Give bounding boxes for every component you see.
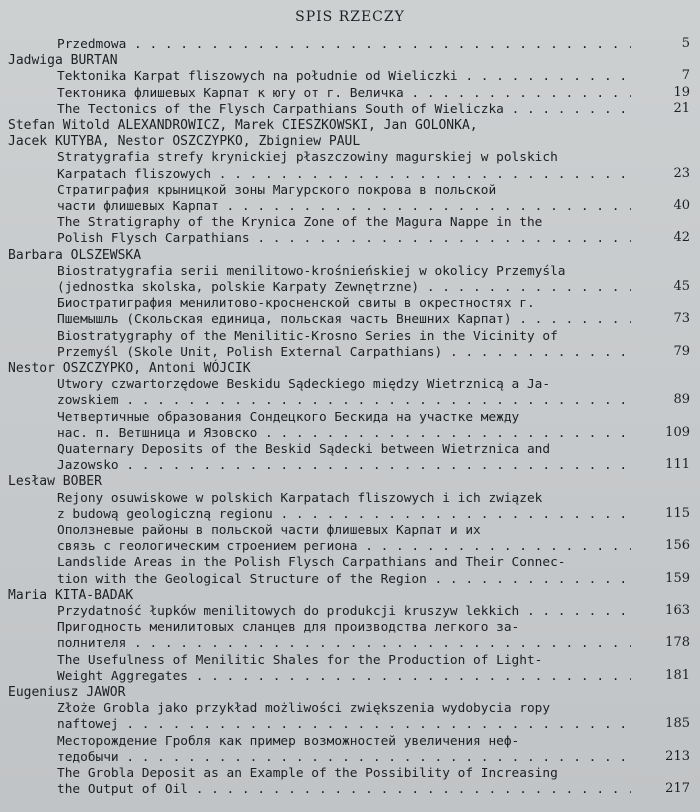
toc-entry-title: Polish Flysch Carpathians . . . <box>57 230 631 248</box>
toc-entry-title: tion with the Geological Structure of the Region . . . <box>57 571 631 589</box>
toc-entry-title: Karpatach fliszowych . . . <box>57 166 631 184</box>
toc-page-number: 40 <box>673 198 690 213</box>
toc-page-number: 73 <box>673 311 690 327</box>
toc-entry-title: Biostratygrafia serii menilitowo-krośnieńskiej w okolicy Przemyśla <box>57 263 566 279</box>
toc-author-name: Jadwiga BURTAN <box>8 53 118 69</box>
toc-entry-title: Стратиграфия крыницкой зоны Магурского покрова в польской <box>57 182 497 198</box>
toc-page-number: 23 <box>673 165 690 181</box>
toc-page-number: 181 <box>665 667 690 683</box>
toc-entry-title: Tektonika Karpat fliszowych na południe od Wieliczki . . . <box>57 68 631 86</box>
toc-entry-title: zowskiem . . . <box>57 392 631 410</box>
toc-entry-title: Biostratygraphy of the Menilitic-Krosno Series in the Vicinity of <box>57 328 558 344</box>
toc-author-name: Lesław BOBER <box>8 474 102 490</box>
toc-entry-title: naftowej . . . <box>57 716 631 734</box>
toc-page-number: 178 <box>665 635 690 651</box>
toc-entry-title: The Usefulness of Menilitic Shales for the Production of Light- <box>57 652 543 668</box>
toc-entry-title: Przydatność łupków menilitowych do produkcji kruszyw lekkich . . . <box>57 603 631 621</box>
toc-page-number: 217 <box>665 781 690 797</box>
toc-page-number: 115 <box>665 505 690 521</box>
toc-entry-title: связь с геологическим строением региона . . . <box>57 538 631 556</box>
toc-author-name: Stefan Witold ALEXANDROWICZ, Marek CIESZKOWSKI, Jan GOLONKA, <box>8 118 478 133</box>
toc-entry-title: (jednostka skolska, polskie Karpaty Zewnętrzne) . . . <box>57 279 631 297</box>
toc-author-name: Nestor OSZCZYPKO, Antoni WÓJCIK <box>8 361 251 376</box>
toc-entry-title: Landslide Areas in the Polish Flysch Carpathians and Their Connec- <box>57 555 566 571</box>
toc-author-name: Barbara OLSZEWSKA <box>8 247 142 263</box>
toc-entry <box>57 781 631 799</box>
toc-page-number: 109 <box>665 424 690 440</box>
toc-entry-title: Тектоника флишевых Карпат к югу от г. Величка . . . <box>57 85 631 103</box>
toc-entry <box>57 36 631 54</box>
toc-author-name: Maria KITA-BADAK <box>8 587 134 603</box>
toc-entry-title: Stratygrafia strefy krynickiej płaszczowiny magurskiej w polskich <box>57 150 558 166</box>
toc-entry <box>57 230 631 248</box>
toc-entry-title: Биостратиграфия менилитово-кросненской свиты в окрестностях г. <box>57 296 535 312</box>
toc-entry-title: тедобычи . . . <box>57 749 631 767</box>
toc-entry-title: Оползневые районы в польской части флишевых Карпат и их <box>57 523 481 538</box>
toc-entry-title: z budową geologiczną regionu . . . <box>57 506 631 524</box>
toc-entry <box>57 457 631 475</box>
toc-page-number: 159 <box>665 570 690 586</box>
toc-page-number: 45 <box>673 279 690 294</box>
toc-author-name: Eugeniusz JAWOR <box>8 685 126 700</box>
toc-page-number: 42 <box>673 230 690 246</box>
toc-page-number: 111 <box>665 457 690 473</box>
toc-entry <box>57 571 631 589</box>
page-title: SPIS RZECZY <box>295 9 405 25</box>
toc-page-number: 5 <box>681 36 690 51</box>
toc-page-number: 79 <box>673 343 690 359</box>
toc-page-number: 89 <box>673 392 690 408</box>
toc-page-number: 185 <box>665 716 690 732</box>
toc-entry-title: the Output of Oil . . . <box>57 781 631 799</box>
toc-page-number: 19 <box>673 84 690 100</box>
toc-entry-title: Weight Aggregates . . . <box>57 668 631 686</box>
toc-page-number: 21 <box>673 100 690 116</box>
toc-entry-title: Quaternary Deposits of the Beskid Sądecki between Wietrznica and <box>57 442 551 457</box>
toc-entry-title: Четвертичные образования Сондецкого Бескида на участке между <box>57 409 520 425</box>
toc-entry-title: полнителя . . . <box>57 635 631 653</box>
toc-entry-title: The Tectonics of the Flysch Carpathians South of Wieliczka . . . <box>57 101 631 119</box>
toc-entry-title: Пригодность менилитовых сланцев для производства легкого за- <box>57 620 520 636</box>
toc-entry-title: Rejony osuwiskowe w polskich Karpatach fliszowych i ich związek <box>57 490 543 506</box>
toc-page-number: 156 <box>665 538 690 554</box>
toc-entry-title: The Stratigraphy of the Krynica Zone of the Magura Nappe in the <box>57 215 543 231</box>
toc-entry-title: Jazowsko . . . <box>57 457 631 475</box>
toc-page-number: 213 <box>665 748 690 764</box>
toc-entry-title: The Grobla Deposit as an Example of the Possibility of Increasing <box>57 766 558 781</box>
toc-entry <box>57 668 631 686</box>
toc-entry-title: нас. п. Ветшница и Язовско . . . <box>57 425 631 443</box>
toc-entry-title: Przedmowa . . . <box>57 36 631 54</box>
toc-entry-title: части флишевых Карпат . . . <box>57 198 631 216</box>
toc-entry-title: Przemyśl (Skole Unit, Polish External Carpathians) . . . <box>57 344 631 362</box>
toc-entry-title: Пшемышль (Скольская единица, польская часть Внешних Карпат) . . . <box>57 311 631 329</box>
toc-entry-title: Utwory czwartorzędowe Beskidu Sądeckiego między Wietrznicą a Ja- <box>57 377 551 393</box>
toc-page-number: 163 <box>665 603 690 618</box>
toc-page-number: 7 <box>681 68 690 84</box>
toc-author-name: Jacek KUTYBA, Nestor OSZCZYPKO, Zbigniew PAUL <box>8 134 361 150</box>
toc-entry-title: Месторождение Гробля как пример возможностей увеличения неф- <box>57 733 520 749</box>
toc-entry-title: Złoże Grobla jako przykład możliwości zwiększenia wydobycia ropy <box>57 701 551 717</box>
